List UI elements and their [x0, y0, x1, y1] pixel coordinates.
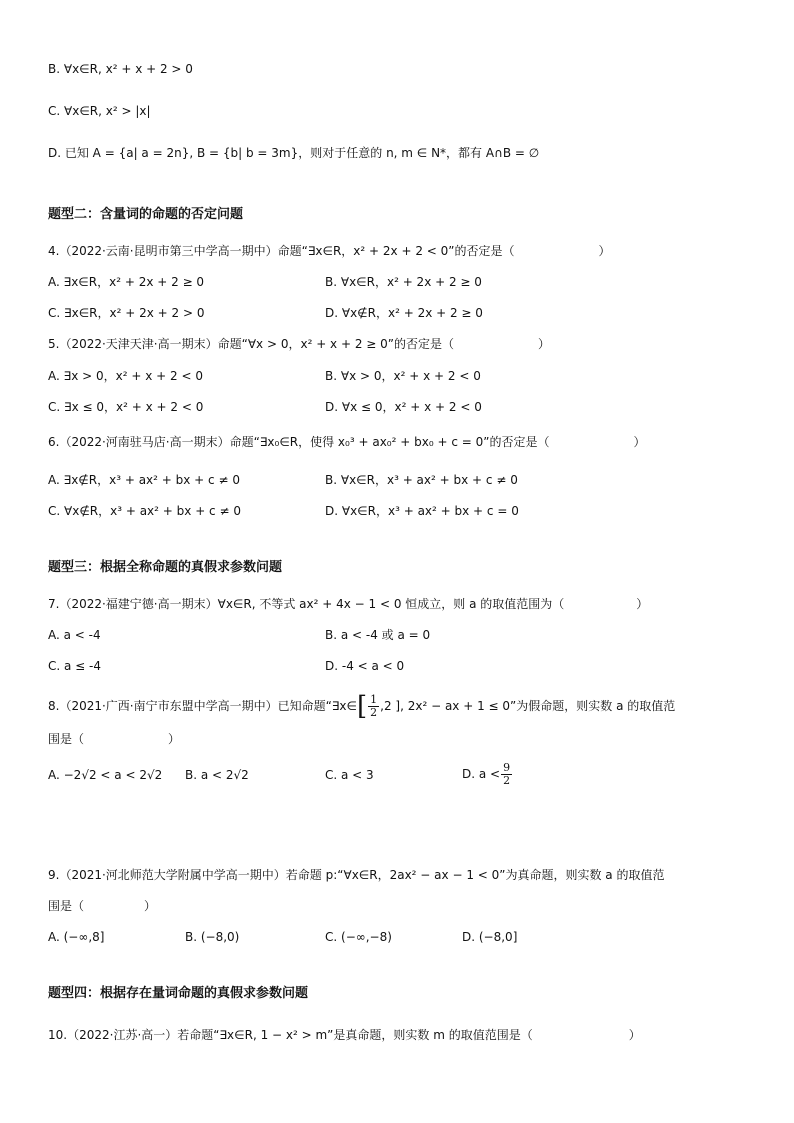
q6-option-d: D. ∀x∈R，x³ + ax² + bx + c = 0: [325, 504, 519, 518]
option-c-top: C. ∀x∈R, x² > |x|: [48, 104, 151, 118]
q7-option-d: D. -4 < a < 0: [325, 659, 405, 673]
question-8-continued: 围是（ ）: [48, 732, 181, 746]
q9-option-c: C. (−∞,−8): [325, 930, 392, 944]
question-6: 6.（2022·河南驻马店·高一期末）命题“∃x₀∈R，使得 x₀³ + ax₀² + bx₀ + c = 0”的否定是（ ）: [48, 435, 646, 449]
q8d-numerator: 9: [503, 761, 511, 774]
q8-option-b: B. a < 2√2: [185, 768, 249, 782]
q5-option-a: A. ∃x > 0，x² + x + 2 < 0: [48, 369, 203, 383]
q9-option-a: A. (−∞,8]: [48, 930, 105, 944]
q8d-denominator: 2: [503, 774, 511, 787]
q4-option-a: A. ∃x∈R，x² + 2x + 2 ≥ 0: [48, 275, 205, 289]
q6-option-a: A. ∃x∉R，x³ + ax² + bx + c ≠ 0: [48, 473, 240, 487]
section-heading-3: 题型三：根据全称命题的真假求参数问题: [48, 560, 283, 575]
question-10: 10.（2022·江苏·高一）若命题“∃x∈R, 1 − x² > m”是真命题，则实数 m 的取值范围是（ ）: [48, 1028, 641, 1042]
option-d-top: D. 已知 A = {a| a = 2n}, B = {b| b = 3m}，则对于任意的 n, m ∈ N*，都有 A∩B = ∅: [48, 146, 540, 160]
q8-option-c: C. a < 3: [325, 768, 374, 782]
q4-option-d: D. ∀x∉R，x² + 2x + 2 ≥ 0: [325, 306, 483, 320]
question-8: [48, 691, 676, 722]
q8-text-pre: 8.（2021·广西·南宁市东盟中学高一期中）已知命题“∃x∈: [48, 699, 357, 713]
q4-option-b: B. ∀x∈R，x² + 2x + 2 ≥ 0: [325, 275, 482, 289]
option-b-top: B. ∀x∈R, x² + x + 2 > 0: [48, 62, 193, 76]
q8-option-a: A. −2√2 < a < 2√2: [48, 768, 163, 782]
q8-option-d-fraction: [501, 762, 512, 787]
section-heading-4: 题型四：根据存在量词命题的真假求参数问题: [48, 986, 309, 1001]
q8-option-d: [462, 762, 513, 787]
q6-option-b: B. ∀x∈R，x³ + ax² + bx + c ≠ 0: [325, 473, 518, 487]
question-9: 9.（2021·河北师范大学附属中学高一期中）若命题 p:“∀x∈R，2ax² − ax − 1 < 0”为真命题，则实数 a 的取值范: [48, 868, 665, 882]
q5-option-c: C. ∃x ≤ 0，x² + x + 2 < 0: [48, 400, 204, 414]
q6-option-c: C. ∀x∉R，x³ + ax² + bx + c ≠ 0: [48, 504, 241, 518]
question-4: 4.（2022·云南·昆明市第三中学高一期中）命题“∃x∈R，x² + 2x + 2 < 0”的否定是（ ）: [48, 244, 611, 258]
question-9-continued: 围是（ ）: [48, 899, 157, 913]
q5-option-b: B. ∀x > 0，x² + x + 2 < 0: [325, 369, 481, 383]
section-heading-2: 题型二：含量词的命题的否定问题: [48, 207, 244, 222]
q5-option-d: D. ∀x ≤ 0，x² + x + 2 < 0: [325, 400, 482, 414]
q9-option-d: D. (−8,0]: [462, 930, 518, 944]
q7-option-a: A. a < -4: [48, 628, 101, 642]
q8-fraction: [368, 694, 379, 719]
q8-frac-numerator: 1: [370, 693, 378, 706]
q8-option-d-text: D. a <: [462, 767, 501, 781]
q7-option-c: C. a ≤ -4: [48, 659, 102, 673]
q4-option-c: C. ∃x∈R，x² + 2x + 2 > 0: [48, 306, 205, 320]
q7-option-b: B. a < -4 或 a = 0: [325, 628, 431, 642]
q8-left-bracket: [: [356, 691, 368, 722]
question-5: 5.（2022·天津天津·高一期末）命题“∀x > 0，x² + x + 2 ≥ 0”的否定是（ ）: [48, 337, 551, 351]
q8-text-post: ,2 ], 2x² − ax + 1 ≤ 0”为假命题，则实数 a 的取值范: [380, 699, 676, 713]
question-7: 7.（2022·福建宁德·高一期末）∀x∈R, 不等式 ax² + 4x − 1 < 0 恒成立，则 a 的取值范围为（ ）: [48, 597, 649, 611]
q9-option-b: B. (−8,0): [185, 930, 240, 944]
q8-frac-denominator: 2: [370, 706, 378, 719]
